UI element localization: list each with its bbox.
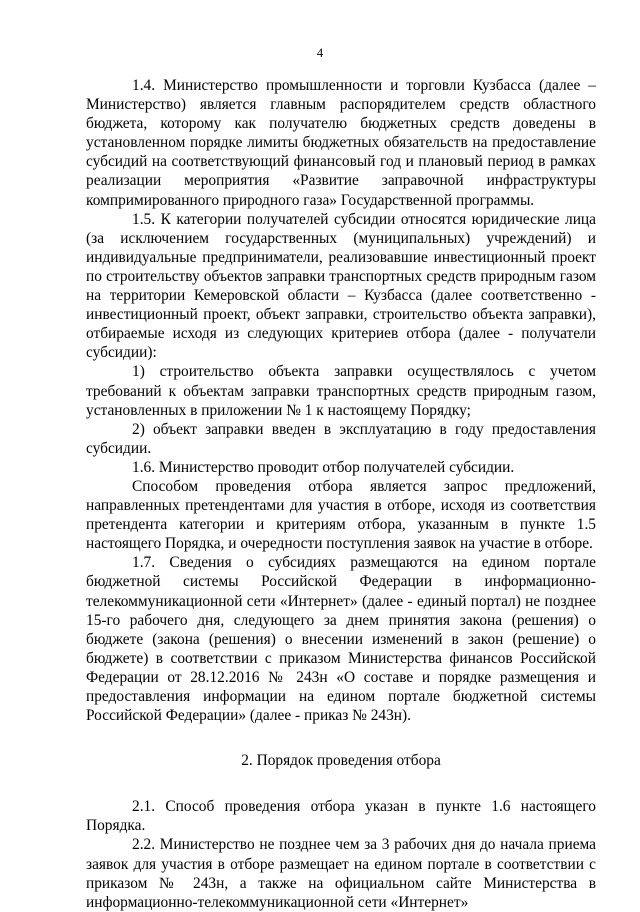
paragraph-1-7: 1.7. Сведения о субсидиях размещаются на едином портале бюджетной системы Российской Федерации в информационно-телекоммуникационной сети «Интернет» (далее - единый портал) не позднее 15-го рабочего дня, следующего за днем принятия закона (решения) о бюджете (закона (решения) о внесении изменений в закон (решение) о бюджете) в соответствии с приказом Министерства финансов Российской Федерации от 28.12.2016 № 243н «О составе и порядке размещения и предоставления информации на едином портале бюджетной системы Российской Федерации» (далее - приказ № 243н). [86,554,596,725]
paragraph-1-5-item-2: 2) объект заправки введен в эксплуатацию в году предоставления субсидии. [86,420,596,457]
paragraph-2-2: 2.2. Министерство не позднее чем за 3 рабочих дня до начала приема заявок для участия в отборе размещает на едином портале в соответствии с приказом № 243н, а также на официальном сайте Министерства в информационно-телекоммуникационной сети «Интернет» [86,836,596,911]
paragraph-1-5-item-1: 1) строительство объекта заправки осуществлялось с учетом требований к объектам заправки транспортных средств природным газом, установленных в приложении № 1 к настоящему Порядку; [86,363,596,419]
paragraph-1-4: 1.4. Министерство промышленности и торговли Кузбасса (далее – Министерство) является главным распорядителем средств областного бюджета, которому как получателю бюджетных средств доведены в установленном порядке лимиты бюджетных обязательств на предоставление субсидий на соответствующий финансовый год и плановый период в рамках реализации мероприятия «Развитие заправочной инфраструктуры компримированного природного газа» Государственной программы. [86,77,596,209]
paragraph-2-1: 2.1. Способ проведения отбора указан в пункте 1.6 настоящего Порядка. [86,798,596,835]
paragraph-1-6-method: Способом проведения отбора является запрос предложений, направленных претендентами для участия в отборе, исходя из соответствия претендента категории и критериям отбора, указанным в пункте 1.5 настоящего Порядка, и очередности поступления заявок на участие в отборе. [86,477,596,553]
section-heading: 2. Порядок проведения отбора [241,752,441,770]
page-number: 4 [316,46,324,60]
document-body [86,76,596,912]
paragraph-1-6: 1.6. Министерство проводит отбор получателей субсидии. [132,458,515,476]
paragraph-1-5: 1.5. К категории получателей субсидии относятся юридические лица (за исключением государственных (муниципальных) учреждений) и индивидуальные предприниматели, реализовавшие инвестиционный проект по строительству объектов заправки транспортных средств природным газом на территории Кемеровской области – Кузбасса (далее соответственно - инвестиционный проект, объект заправки, строительство объекта заправки), отбираемые исходя из следующих критериев отбора (далее - получатели субсидии): [86,210,596,362]
